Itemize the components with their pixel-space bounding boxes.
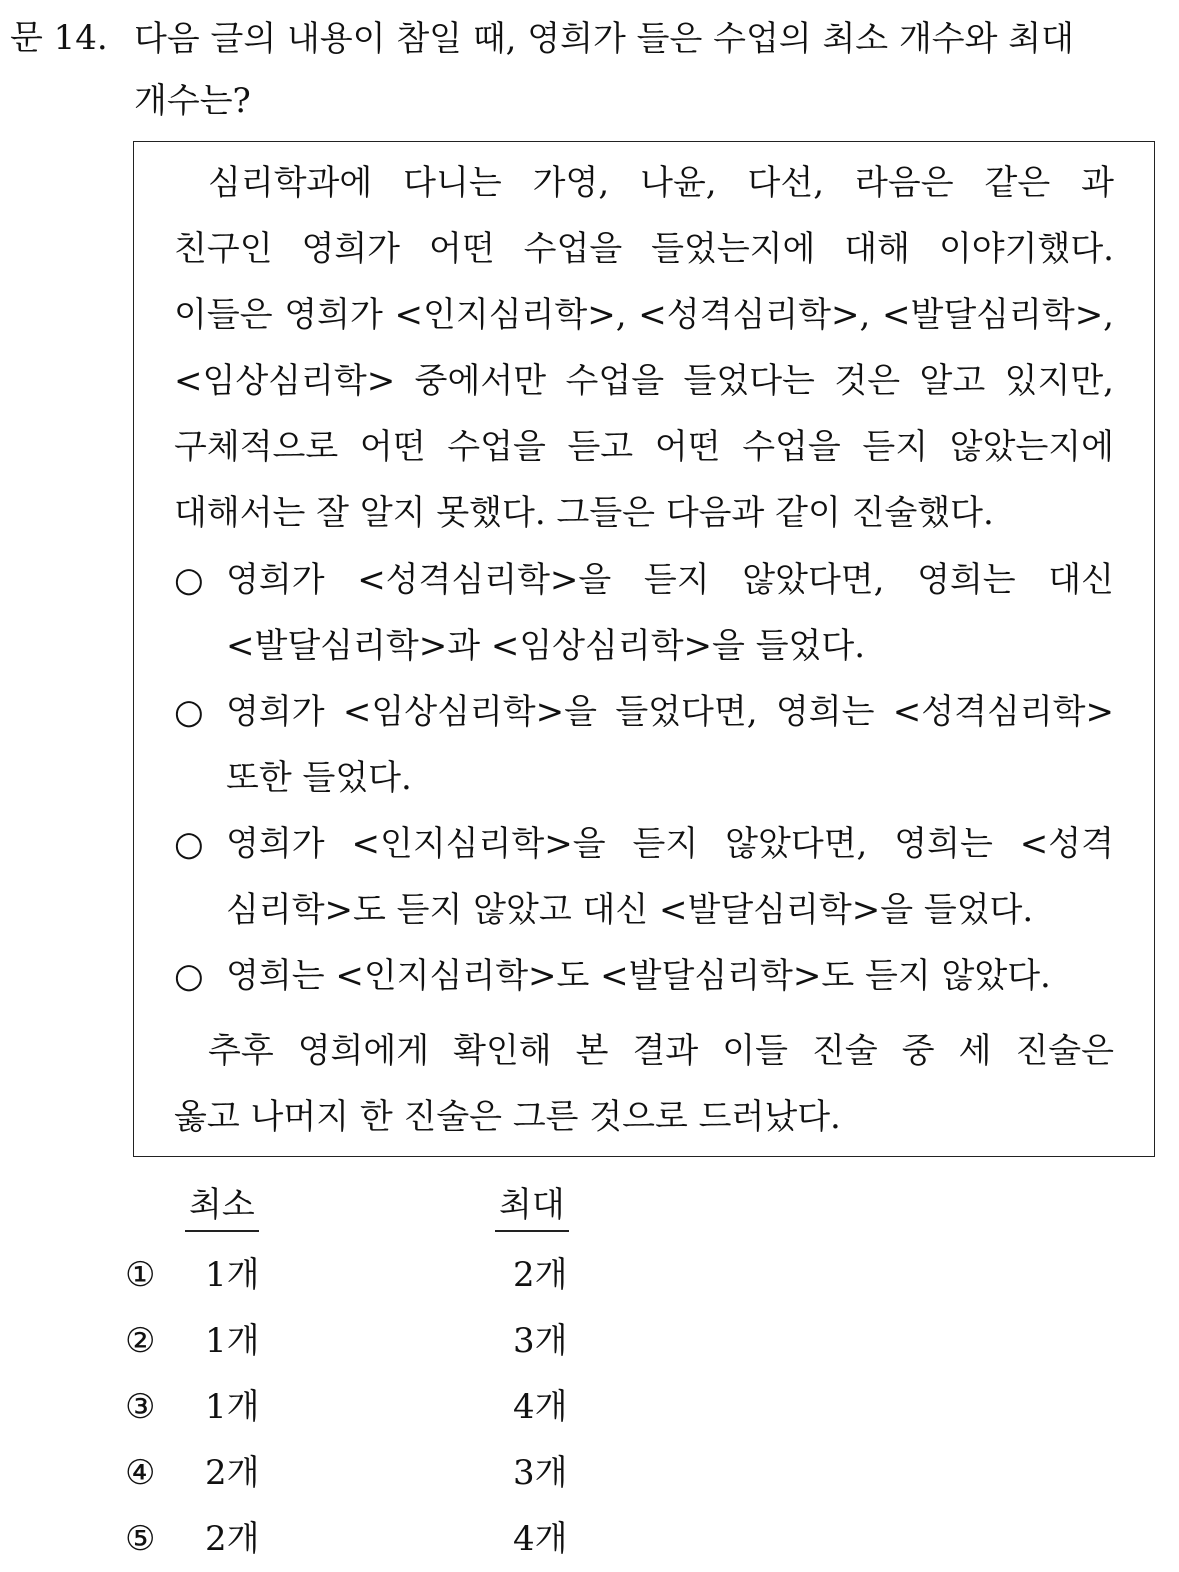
question-stem [134,8,1174,132]
passage-line: 추후 영희에게 확인해 본 결과 이들 진술 중 세 진술은 [208,1031,1114,1071]
choice-marker: ③ [125,1387,156,1427]
choice-min: 1개 [205,1255,260,1295]
circle-bullet-icon: ○ [174,956,204,996]
circle-bullet-icon: ○ [174,824,204,864]
condition-line: 영희가 <임상심리학>을 들었다면, 영희는 <성격심리학> [226,692,1114,732]
question-number: 문 14. [10,18,108,58]
choice-min: 2개 [205,1453,260,1493]
passage-outro [174,1018,1114,1150]
choice-max: 4개 [513,1387,568,1427]
passage-line: 심리학과에 다니는 가영, 나윤, 다선, 라음은 같은 과 [208,163,1114,203]
passage-line: 이들은 영희가 <인지심리학>, <성격심리학>, <발달심리학>, [174,295,1114,335]
passage-line: 옳고 나머지 한 진술은 그른 것으로 드러났다. [174,1097,841,1137]
passage-intro [174,150,1114,546]
choice-max: 3개 [513,1453,568,1493]
question-stem-line: 다음 글의 내용이 참일 때, 영희가 들은 수업의 최소 개수와 최대 [134,19,1074,59]
choice-marker: ④ [125,1453,156,1493]
passage-line: 구체적으로 어떤 수업을 듣고 어떤 수업을 듣지 않았는지에 [174,427,1114,467]
choice-marker: ② [125,1321,156,1361]
condition-line: 영희는 <인지심리학>도 <발달심리학>도 듣지 않았다. [226,956,1051,996]
choice-marker: ⑤ [125,1519,156,1559]
condition-list [174,547,1114,1009]
condition-item [174,943,1114,1009]
header-min: 최소 [185,1180,259,1232]
question-stem-line: 개수는? [134,81,251,121]
condition-line: 영희가 <인지심리학>을 듣지 않았다면, 영희는 <성격 [226,824,1114,864]
choice-max: 2개 [513,1255,568,1295]
choice-min: 1개 [205,1387,260,1427]
choice-min: 2개 [205,1519,260,1559]
passage-line: 대해서는 잘 알지 못했다. 그들은 다음과 같이 진술했다. [174,493,994,533]
header-max: 최대 [495,1180,569,1232]
choice-min: 1개 [205,1321,260,1361]
passage-line: 친구인 영희가 어떤 수업을 들었는지에 대해 이야기했다. [174,229,1114,269]
choice-marker: ① [125,1255,156,1295]
choice-max: 4개 [513,1519,568,1559]
condition-item [174,679,1114,811]
condition-line: 심리학>도 듣지 않았고 대신 <발달심리학>을 들었다. [226,890,1034,930]
choice-max: 3개 [513,1321,568,1361]
passage-line: <임상심리학> 중에서만 수업을 들었다는 것은 알고 있지만, [174,361,1114,401]
passage-box [133,141,1155,1157]
condition-item [174,811,1114,943]
condition-line: <발달심리학>과 <임상심리학>을 들었다. [226,626,866,666]
condition-item [174,547,1114,679]
circle-bullet-icon: ○ [174,692,204,732]
condition-line: 영희가 <성격심리학>을 듣지 않았다면, 영희는 대신 [226,560,1114,600]
circle-bullet-icon: ○ [174,560,204,600]
condition-line: 또한 들었다. [226,758,412,798]
